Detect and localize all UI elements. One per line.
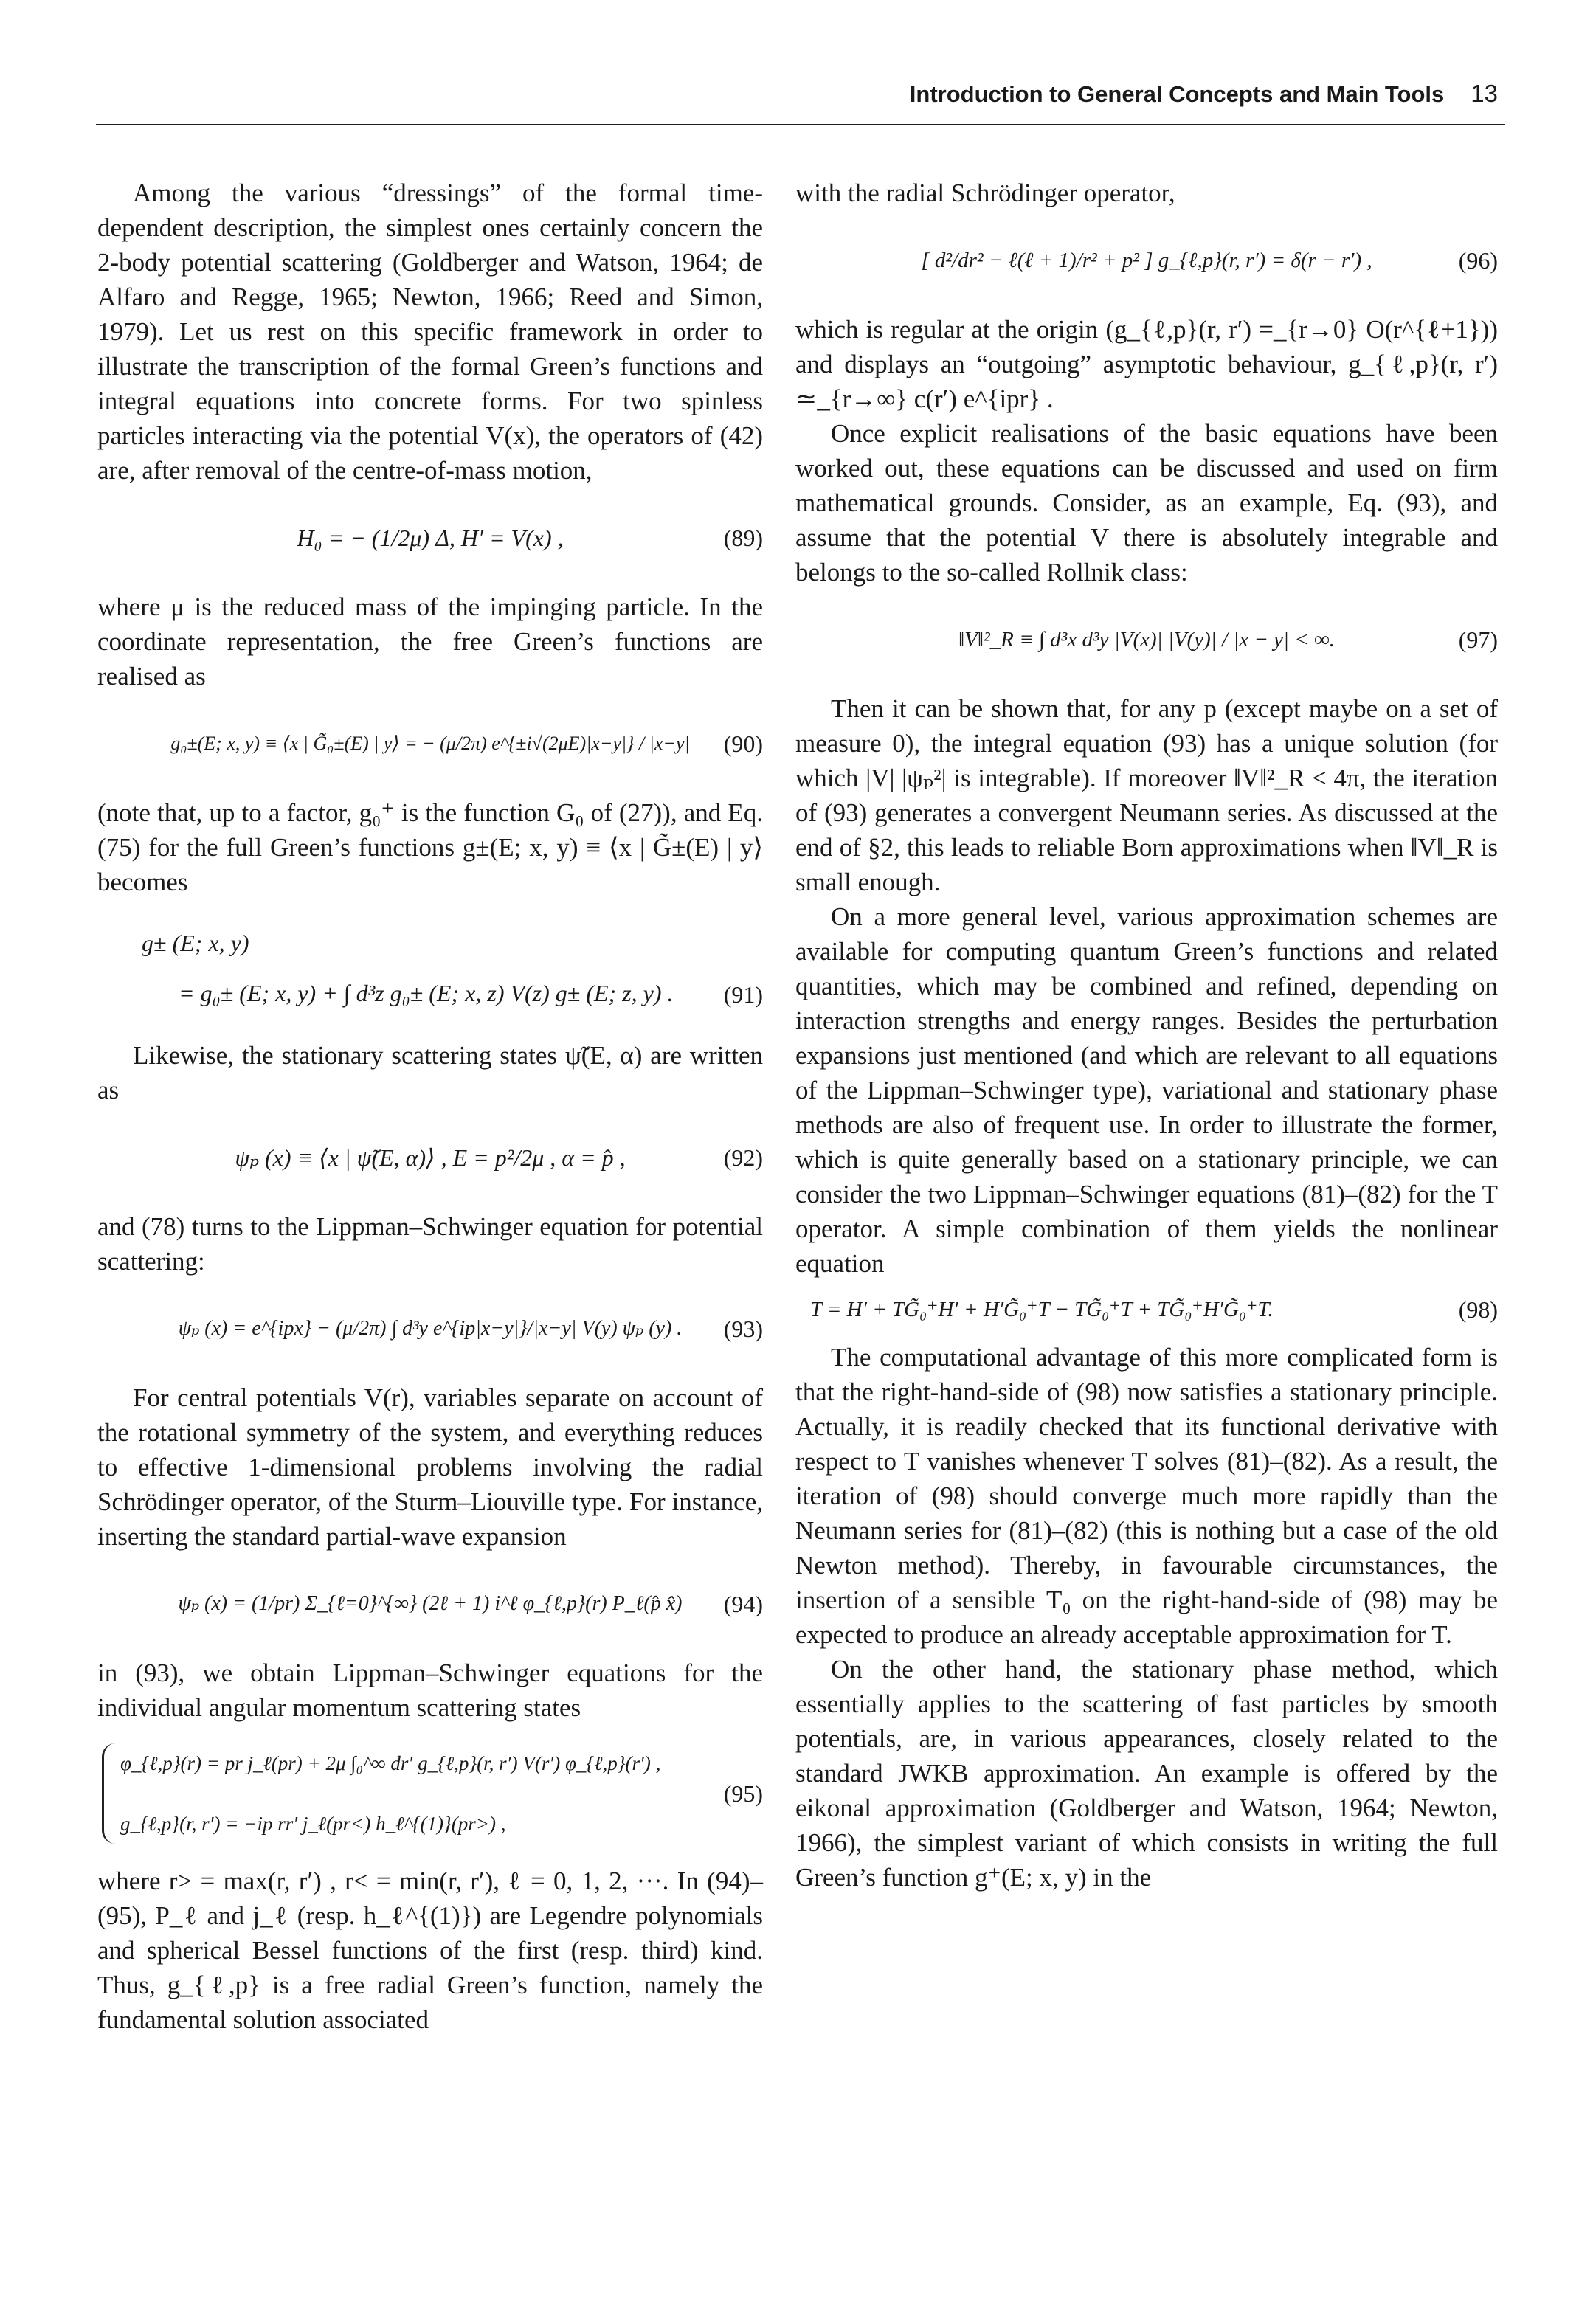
equation-95: [97, 1738, 763, 1849]
equation-line: g_{ℓ,p}(r, r′) = −ip rr′ j_ℓ(pr<) h_ℓ^{(1)}(pr>) ,: [120, 1813, 506, 1835]
equation-line: φ_{ℓ,p}(r) = pr j_ℓ(pr) + 2μ ∫₀^∞ dr′ g_{ℓ,p}(r, r′) V(r′) φ_{ℓ,p}(r′) ,: [120, 1752, 661, 1774]
paragraph: Likewise, the stationary scattering states ψ̃(E, α) are written as: [97, 1041, 763, 1104]
paragraph: Among the various “dressings” of the formal time-dependent description, the simplest ones certainly concern the 2-body potential scattering (Goldberger and Watson, 1964; de Alfaro and Regge, 1965; Newton, 1966; Reed and Simon, 1979). Let us rest on this specific framework in order to illustrate the transcription of the formal Green’s functions and integral equations into concrete forms. For two spinless particles interacting via the potential V(x), the operators of (42) are, after removal of the centre-of-mass motion,: [97, 179, 763, 485]
equation-number: (89): [723, 525, 763, 551]
equation-number: (91): [723, 981, 763, 1008]
equation-body: ψₚ (x) = e^{ipx} − (μ/2π) ∫ d³y e^{ip|x−y|}/|x−y| V(y) ψₚ (y) .: [178, 1317, 683, 1340]
equation-body: H₀ = − (1/2μ) Δ, H′ = V(x) ,: [297, 525, 564, 551]
paragraph: with the radial Schrödinger operator,: [795, 179, 1175, 207]
paragraph: (note that, up to a factor, g₀⁺ is the function G₀ of (27)), and Eq. (75) for the full Green’s functions g±(E; x, y) ≡ ⟨x | G̃±(E) | y⟩ becomes: [97, 798, 763, 896]
equation-93: [97, 1292, 763, 1366]
equation-body: g₀±(E; x, y) ≡ ⟨x | G̃₀±(E) | y⟩ = − (μ/2π) e^{±i√(2μE)|x−y|} / |x−y|: [170, 733, 690, 754]
equation-body: ‖V‖²_R ≡ ∫ d³x d³y |V(x)| |V(y)| / |x − y| < ∞.: [958, 628, 1336, 651]
equation-number: (94): [723, 1591, 763, 1617]
paragraph: which is regular at the origin (g_{ℓ,p}(r, r′) =_{r→0} O(r^{ℓ+1})) and displays an “outgoing” asymptotic behaviour, g_{ℓ,p}(r, r′) ≃_{r→∞} c(r′) e^{ipr} .: [795, 315, 1498, 413]
equation-number: (92): [723, 1144, 763, 1171]
page-number: 13: [1471, 80, 1498, 107]
equation-97: [795, 603, 1498, 677]
equation-body: [142, 927, 674, 1009]
equation-94: [97, 1567, 763, 1641]
equation-96: [795, 224, 1498, 297]
paragraph: On the other hand, the stationary phase method, which essentially applies to the scattering of fast particles by smooth potentials, are, in various appearances, closely related to the standard JWKB approximation. An example is offered by the eikonal approximation (Goldberger and Watson, 1964; Newton, 1966), the simplest variant of which consists in writing the full Green’s function g⁺(E; x, y) in the: [795, 1655, 1498, 1892]
equation-body: ψₚ (x) = (1/pr) Σ_{ℓ=0}^{∞} (2ℓ + 1) i^ℓ φ_{ℓ,p}(r) P_ℓ(p̂ x̂): [178, 1592, 683, 1615]
equation-98: [795, 1294, 1498, 1325]
paragraph: where r> = max(r, r′) , r< = min(r, r′), ℓ = 0, 1, 2, ···. In (94)–(95), P_ℓ and j_ℓ (resp. h_ℓ^{(1)}) are Legendre polynomials and spherical Bessel functions of the first (resp. third) kind. Thus, g_{ℓ,p} is a free radial Green’s function, namely the fundamental solution associated: [97, 1867, 763, 2034]
running-header: [96, 80, 1498, 108]
left-column: [97, 176, 763, 2037]
paragraph: For central potentials V(r), variables separate on account of the rotational symmetry of the system, and everything reduces to effective 1-dimensional problems involving the radial Schrödinger operator, of the Sturm–Liouville type. For instance, inserting the standard partial-wave expansion: [97, 1383, 763, 1551]
paragraph: and (78) turns to the Lippman–Schwinger equation for potential scattering:: [97, 1212, 763, 1276]
equation-number: (90): [723, 730, 763, 757]
equation-line: = g₀± (E; x, y) + ∫ d³z g₀± (E; x, z) V(z) g± (E; z, y) .: [179, 980, 674, 1006]
equation-92: [97, 1121, 763, 1194]
equation-number: (96): [1458, 247, 1498, 274]
equation-number: (95): [723, 1780, 763, 1807]
equation-90: [97, 707, 763, 781]
header-rule: [96, 124, 1505, 125]
equation-body: T = H′ + TG̃₀⁺H′ + H′G̃₀⁺T − TG̃₀⁺T + TG̃₀⁺H′G̃₀⁺T.: [810, 1298, 1274, 1321]
running-title: Introduction to General Concepts and Main Tools: [909, 81, 1445, 107]
paragraph: Once explicit realisations of the basic equations have been worked out, these equations can be discussed and used on firm mathematical grounds. Consider, as an example, Eq. (93), and assume that the potential V there is absolutely integrable and belongs to the so-called Rollnik class:: [795, 419, 1498, 587]
paragraph: Then it can be shown that, for any p (except maybe on a set of measure 0), the integral equation (93) has a unique solution (for which |V| |ψₚ²| is integrable). If moreover ‖V‖²_R < 4π, the iteration of (93) generates a convergent Neumann series. As discussed at the end of §2, this leads to reliable Born approximations when ‖V‖_R is small enough.: [795, 694, 1498, 896]
equation-number: (98): [1458, 1296, 1498, 1323]
equation-body: [ d²/dr² − ℓ(ℓ + 1)/r² + p² ] g_{ℓ,p}(r, r′) = δ(r − r′) ,: [921, 249, 1372, 272]
equation-89: [97, 501, 763, 575]
equation-system: [102, 1743, 660, 1844]
paragraph: The computational advantage of this more complicated form is that the right-hand-side of (98) now satisfies a stationary principle. Actually, it is readily checked that its functional derivative with respect to T vanishes whenever T solves (81)–(82). As a result, the iteration of (98) should converge much more rapidly than the Neumann series for (81)–(82) (this is nothing but a case of the old Newton method). Thereby, in favourable circumstances, the insertion of a sensible T₀ on the right-hand-side of (98) may be expected to produce an already acceptable approximation for T.: [795, 1343, 1498, 1649]
equation-body: ψₚ (x) ≡ ⟨x | ψ̃(E, α)⟩ , E = p²/2μ , α = p̂ ,: [235, 1144, 626, 1171]
paragraph: in (93), we obtain Lippman–Schwinger equations for the individual angular momentum scattering states: [97, 1659, 763, 1722]
equation-number: (93): [723, 1315, 763, 1342]
equation-number: (97): [1458, 626, 1498, 653]
equation-line: g± (E; x, y): [142, 930, 249, 956]
paragraph: where μ is the reduced mass of the impinging particle. In the coordinate representation, the free Green’s functions are realised as: [97, 592, 763, 691]
right-column: [795, 176, 1498, 1895]
paragraph: On a more general level, various approximation schemes are available for computing quantum Green’s functions and related quantities, which may be combined and refined, depending on interaction strengths and energy ranges. Besides the perturbation expansions just mentioned (and which are relevant to all equations of the Lippman–Schwinger type), variational and stationary phase methods are also of frequent use. In order to illustrate the former, which is quite generally based on a stationary principle, we can consider the two Lippman–Schwinger equations (81)–(82) for the T operator. A simple combination of them yields the nonlinear equation: [795, 902, 1498, 1278]
equation-91: [97, 913, 763, 1023]
